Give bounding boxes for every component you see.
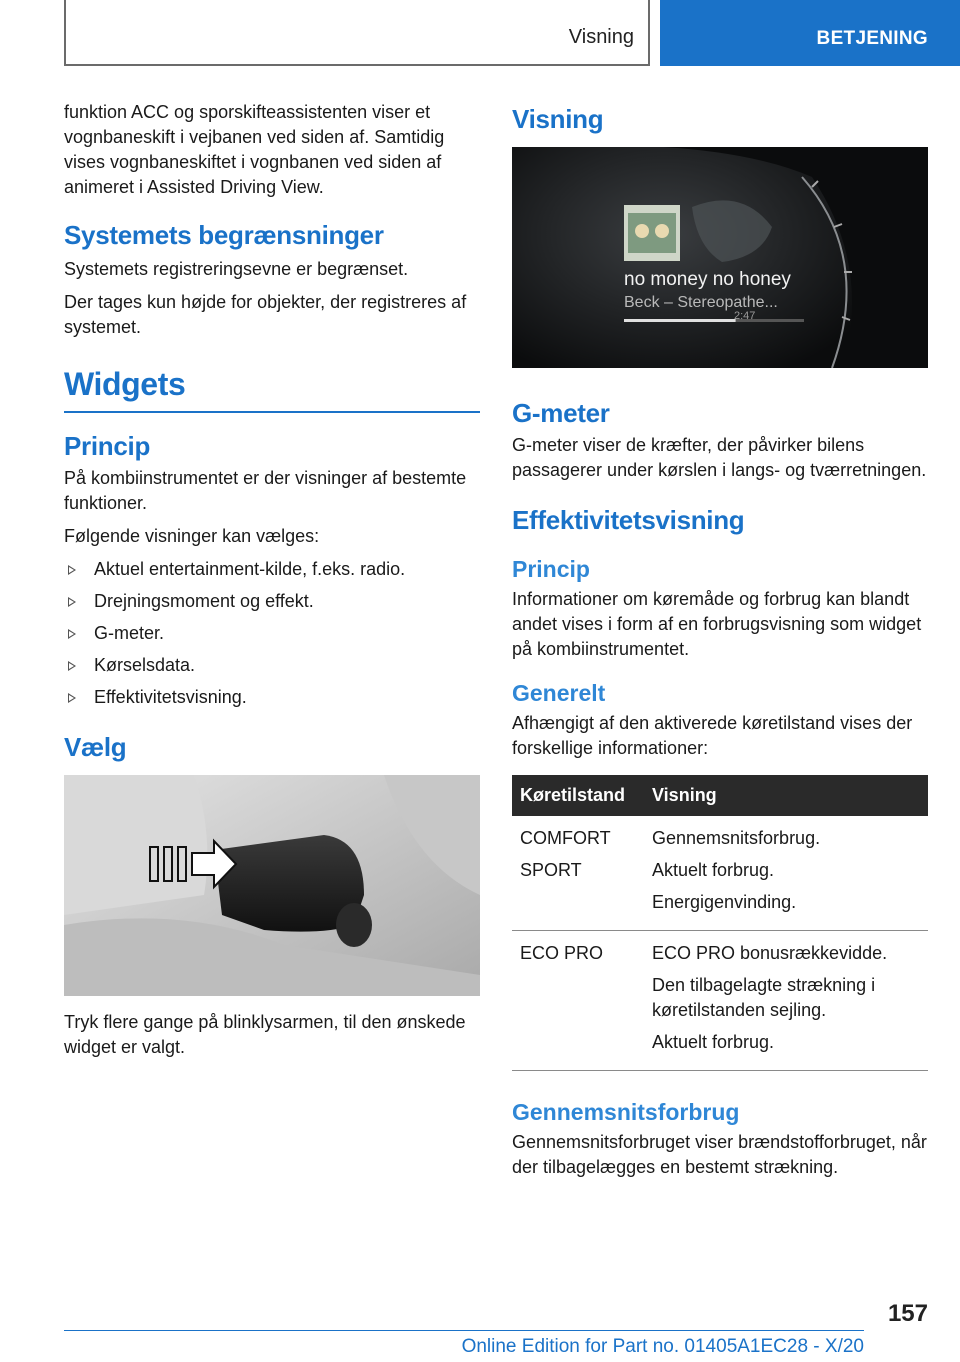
table-row bbox=[512, 931, 928, 1071]
vaelg-paragraph: Tryk flere gange på blinklysarmen, til den ønskede widget er valgt. bbox=[64, 1012, 466, 1057]
limits-paragraph-1: Systemets registreringsevne er begrænset. bbox=[64, 259, 409, 279]
generelt-paragraph: Afhængigt af den aktiverede køretilstand vises der forskellige informationer: bbox=[512, 713, 913, 758]
chapter-title: BETJENING bbox=[816, 28, 928, 49]
mode-value: SPORT bbox=[520, 860, 582, 880]
lever-illustration bbox=[64, 775, 480, 996]
generelt-heading: Generelt bbox=[512, 680, 606, 706]
view-cell bbox=[644, 931, 928, 1071]
column-header-mode: Køretilstand bbox=[512, 775, 644, 816]
mode-value: ECO PRO bbox=[520, 943, 604, 963]
triangle-bullet-icon bbox=[68, 597, 76, 607]
table-header-row bbox=[512, 775, 928, 816]
list-item bbox=[64, 685, 480, 710]
view-cell bbox=[644, 816, 928, 931]
turn-signal-lever-image bbox=[64, 775, 480, 996]
gennemsnit-paragraph: Gennemsnitsforbruget viser brændstofforbruget, når der tilbagelægges en bestemt strækning. bbox=[512, 1132, 927, 1177]
list-item bbox=[64, 589, 480, 614]
header-section-box bbox=[64, 0, 650, 66]
footer-edition: Online Edition for Part no. 01405A1EC28 - X/20 bbox=[461, 1336, 864, 1357]
instrument-cluster-image bbox=[512, 147, 928, 368]
list-item bbox=[64, 621, 480, 646]
gmeter-heading: G-meter bbox=[512, 398, 610, 428]
efficiency-heading: Effektivitetsvisning bbox=[512, 505, 745, 535]
triangle-bullet-icon bbox=[68, 629, 76, 639]
gmeter-paragraph: G-meter viser de kræfter, der påvirker bilens passagerer under kørslen i langs- og tværretningen. bbox=[512, 435, 927, 480]
list-item-text: G-meter. bbox=[94, 623, 165, 643]
list-item-text: Kørselsdata. bbox=[94, 655, 196, 675]
song-title: no money no honey bbox=[624, 269, 791, 290]
drive-mode-table bbox=[512, 775, 928, 1071]
list-item bbox=[64, 557, 480, 582]
progress-fill bbox=[624, 319, 736, 322]
triangle-bullet-icon bbox=[68, 565, 76, 575]
triangle-bullet-icon bbox=[68, 661, 76, 671]
mode-cell bbox=[512, 931, 644, 1071]
section-title: Visning bbox=[568, 26, 634, 48]
chapter-tab bbox=[660, 0, 960, 66]
right-column bbox=[512, 100, 928, 1188]
mode-cell bbox=[512, 816, 644, 931]
gennemsnit-heading: Gennemsnitsforbrug bbox=[512, 1099, 740, 1125]
widget-options-list bbox=[64, 557, 480, 710]
princip-heading: Princip bbox=[64, 431, 151, 461]
list-item bbox=[64, 653, 480, 678]
mode-value: COMFORT bbox=[520, 828, 611, 848]
princip-paragraph-right: Informationer om køremåde og forbrug kan blandt andet vises i form af en forbrugsvisning som widget på kombiinstrumentet. bbox=[512, 589, 922, 659]
view-value: ECO PRO bonusrækkevidde. bbox=[652, 943, 888, 963]
limits-heading: Systemets begrænsninger bbox=[64, 220, 384, 250]
left-column bbox=[64, 100, 480, 1068]
song-time: 2:47 bbox=[734, 310, 756, 322]
page-number: 157 bbox=[887, 1300, 928, 1327]
footer-divider bbox=[64, 1330, 864, 1331]
list-item-text: Drejningsmoment og effekt. bbox=[94, 591, 314, 611]
intro-paragraph: funktion ACC og sporskifteassistenten viser et vognbaneskift i vejbanen ved siden af. Samtidig vises vognbaneskiftet i vognbanen ved siden af animeret i Assisted Driving View. bbox=[64, 102, 445, 197]
triangle-bullet-icon bbox=[68, 693, 76, 703]
list-item-text: Effektivitetsvisning. bbox=[94, 687, 247, 707]
princip-paragraph-2: Følgende visninger kan vælges: bbox=[64, 526, 320, 546]
song-artist: Beck – Stereopathe... bbox=[624, 294, 778, 311]
widgets-heading: Widgets bbox=[64, 366, 186, 402]
view-value: Gennemsnitsforbrug. bbox=[652, 828, 821, 848]
list-item-text: Aktuel entertainment-kilde, f.eks. radio. bbox=[94, 559, 406, 579]
view-value: Aktuelt forbrug. bbox=[652, 1032, 775, 1052]
cluster-illustration bbox=[512, 147, 928, 368]
vaelg-heading: Vælg bbox=[64, 732, 127, 762]
column-header-view: Visning bbox=[644, 775, 928, 816]
widgets-heading-block bbox=[64, 366, 480, 413]
view-value: Aktuelt forbrug. bbox=[652, 860, 775, 880]
visning-heading: Visning bbox=[512, 104, 604, 134]
table-row bbox=[512, 816, 928, 931]
limits-paragraph-2: Der tages kun højde for objekter, der registreres af systemet. bbox=[64, 292, 467, 337]
view-value: Den tilbagelagte strækning i køretilstanden sejling. bbox=[652, 975, 876, 1020]
princip-heading-right: Princip bbox=[512, 556, 590, 582]
view-value: Energigenvinding. bbox=[652, 892, 797, 912]
princip-paragraph-1: På kombiinstrumentet er der visninger af bestemte funktioner. bbox=[64, 468, 467, 513]
